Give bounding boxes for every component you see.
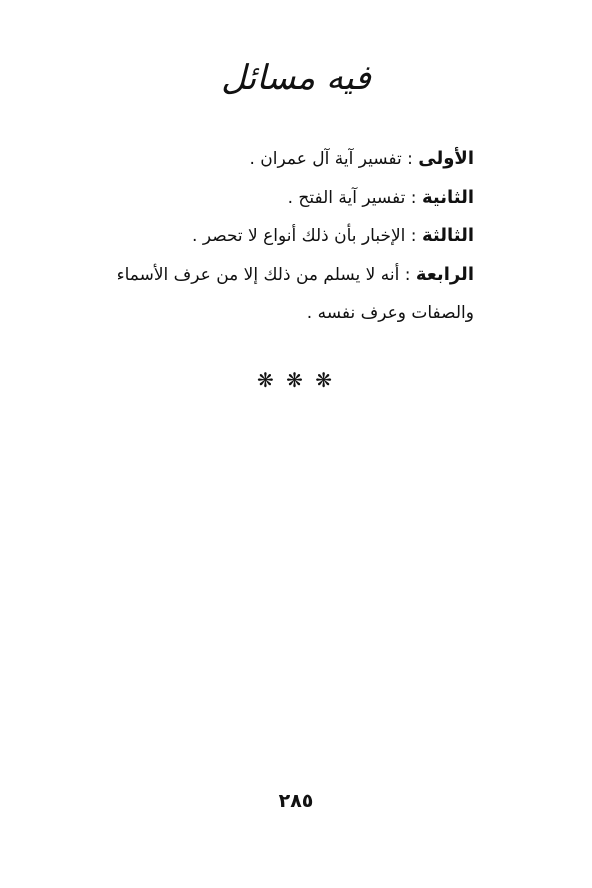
issue-text: الإخبار بأن ذلك أنواع لا تحصر . [192, 226, 406, 246]
issue-label: الثانية [421, 186, 474, 208]
issue-separator: : [401, 149, 419, 169]
issue-item-second [96, 179, 474, 218]
issues-list [96, 140, 474, 333]
issue-separator: : [405, 187, 422, 208]
issue-label: الأولى [418, 148, 474, 169]
page-number: ٢٨٥ [278, 790, 314, 812]
section-divider: ❋ ❋ ❋ [257, 368, 335, 392]
issue-text: أنه لا يسلم من ذلك إلا من عرف الأسماء والصفات وعرف نفسه . [116, 264, 474, 323]
issue-label: الرابعة [415, 263, 474, 285]
section-heading: فيه مسائل [221, 58, 371, 98]
issue-item-first [96, 140, 474, 179]
issue-separator: : [399, 264, 416, 285]
issue-label: الثالثة [421, 225, 474, 246]
issue-text: تفسير آية آل عمران . [249, 149, 402, 169]
issue-text: تفسير آية الفتح . [287, 187, 406, 208]
issue-item-third [96, 217, 474, 256]
issue-item-fourth [96, 256, 474, 333]
issue-separator: : [405, 226, 422, 246]
